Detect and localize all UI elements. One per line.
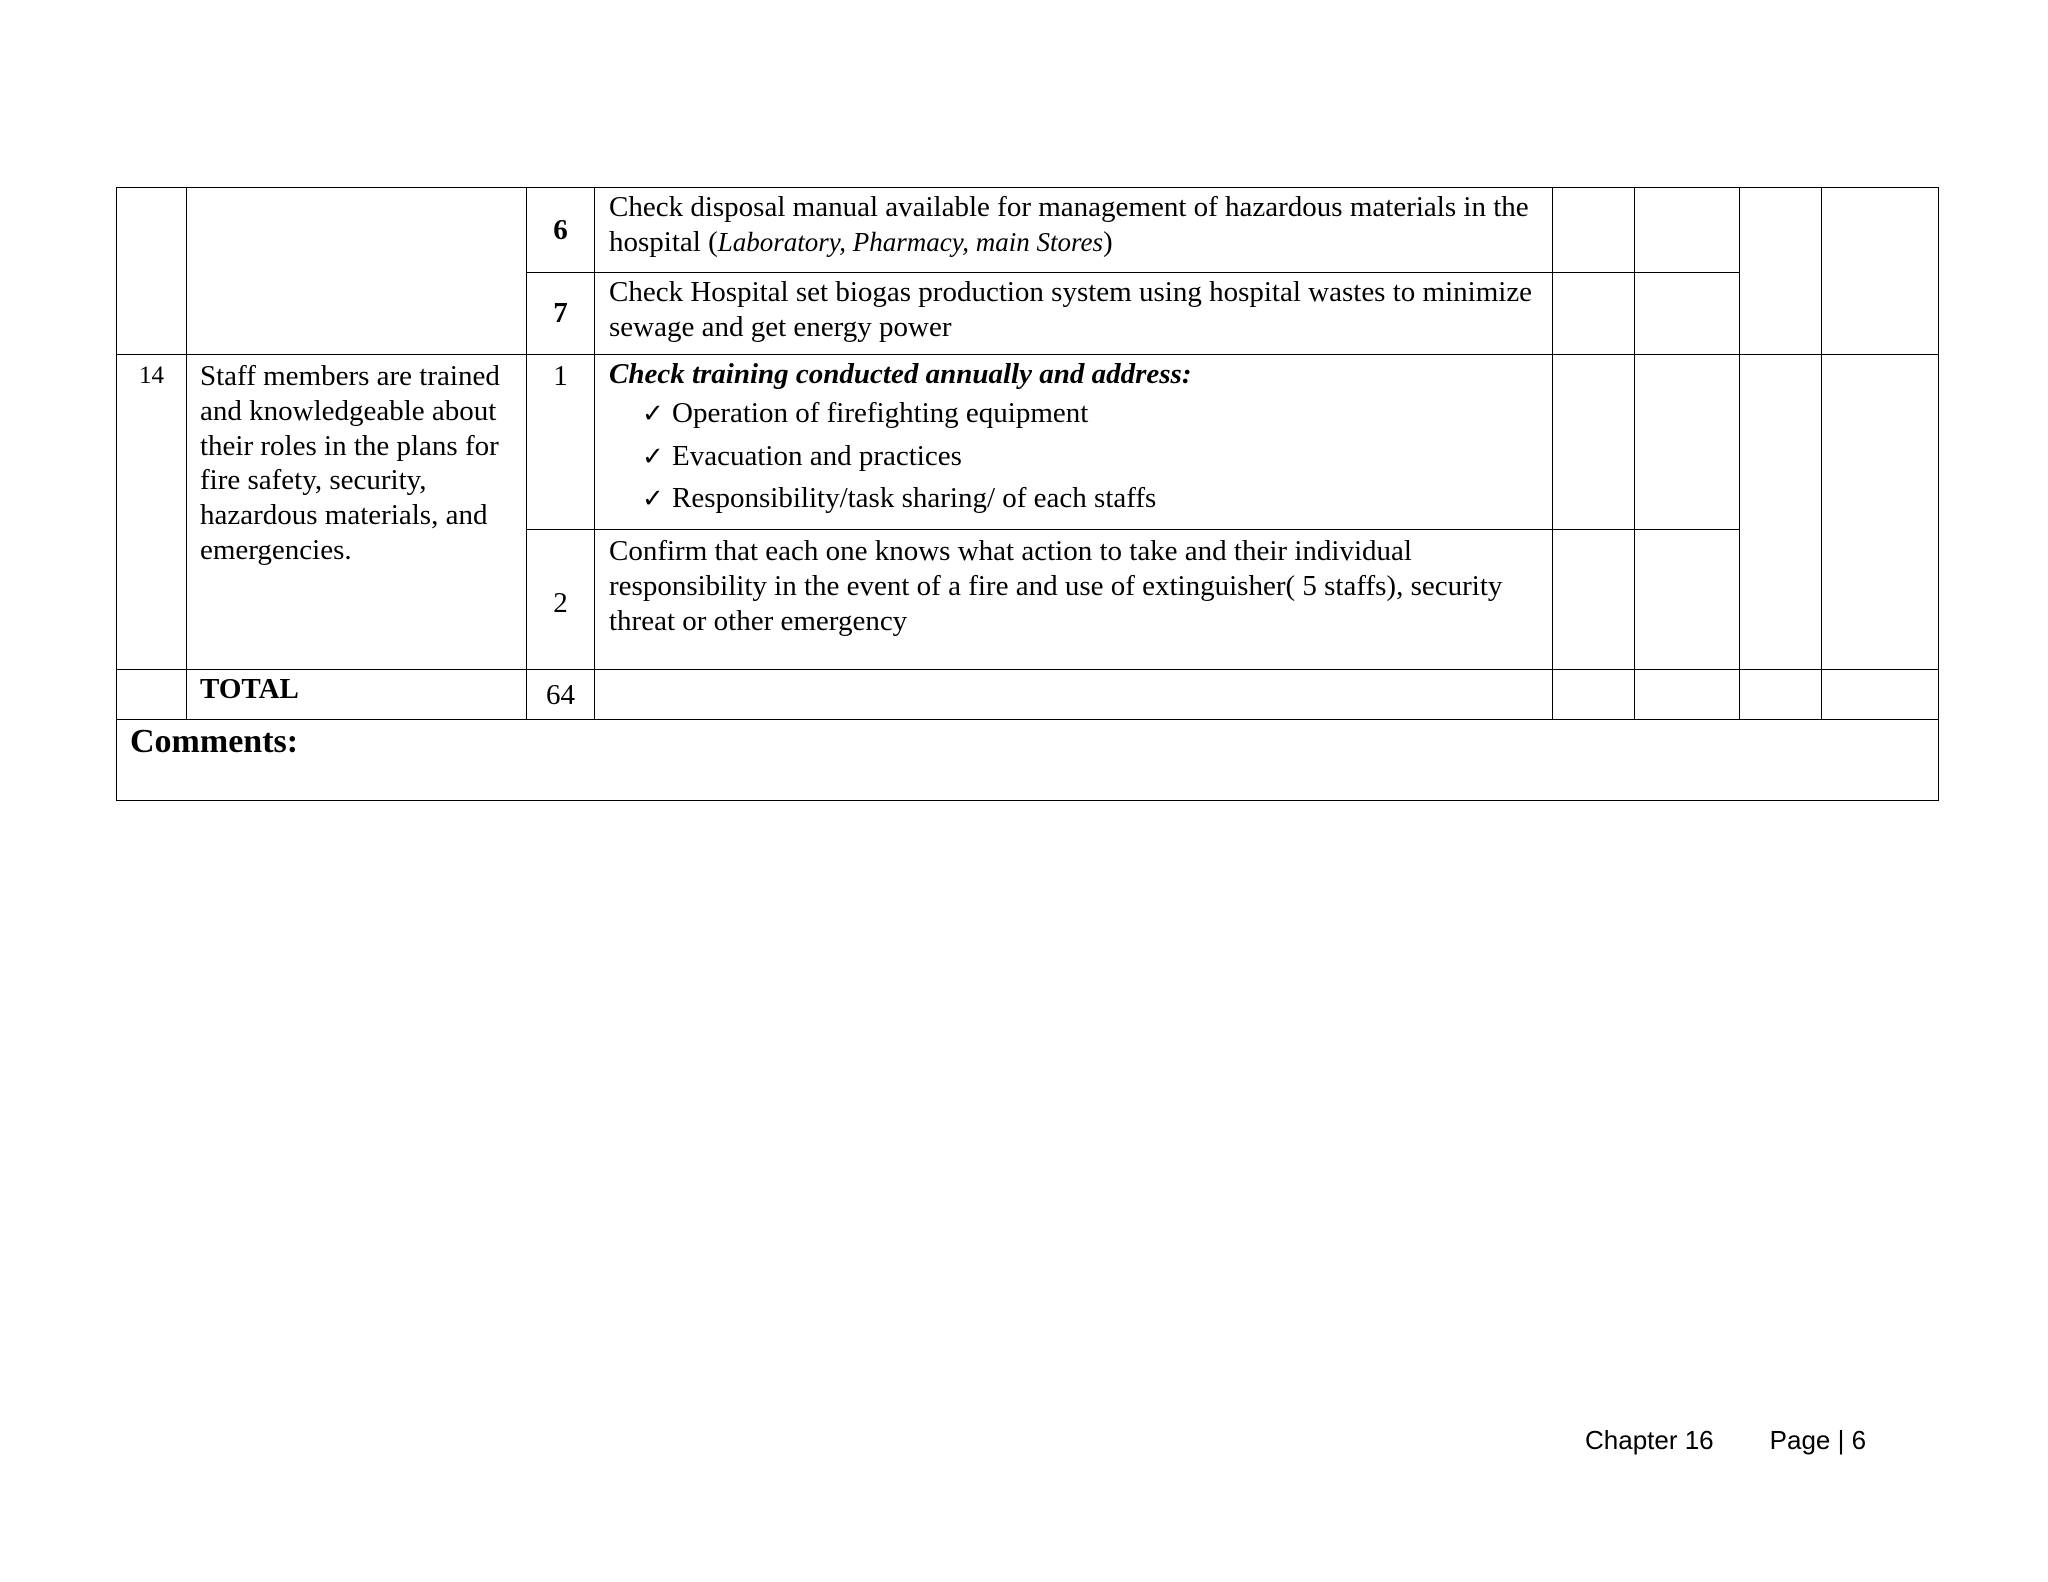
- criterion-text: Confirm that each one knows what action to take and their individual responsibility in the event of a fire and use of extinguisher( 5 staffs), security threat or other emergency: [595, 530, 1553, 670]
- total-row: [117, 670, 1939, 720]
- chapter-label: Chapter 16: [1585, 1425, 1714, 1455]
- total-label: TOTAL: [187, 670, 527, 720]
- list-item: ✓ Responsibility/task sharing/ of each staffs: [642, 482, 1157, 515]
- criterion-number: 7: [527, 273, 595, 355]
- score-cell: [1635, 530, 1740, 670]
- score-cell: [1635, 670, 1740, 720]
- score-cell: [1822, 670, 1939, 720]
- checkmark-icon: ✓: [642, 441, 664, 472]
- standard-text: Staff members are trained and knowledgeable about their roles in the plans for fire safety, security, hazardous materials, and emergencies.: [187, 355, 527, 670]
- checklist-table: [116, 187, 1939, 801]
- score-cell: [1635, 273, 1740, 355]
- criterion-text: Check Hospital set biogas production system using hospital wastes to minimize sewage and get energy power: [595, 273, 1553, 355]
- total-value: 64: [527, 670, 595, 720]
- score-cell: [1740, 670, 1822, 720]
- criterion-heading: Check training conducted annually and address:: [609, 358, 1192, 390]
- score-cell: [1553, 670, 1635, 720]
- score-cell: [1553, 188, 1635, 273]
- page-footer: [1585, 1425, 1866, 1456]
- criterion-text: Check disposal manual available for management of hazardous materials in the hospital (Laboratory, Pharmacy, main Stores): [595, 188, 1553, 273]
- check-list: [609, 396, 1538, 516]
- standard-number: 14: [117, 355, 187, 670]
- score-cell: [1553, 355, 1635, 530]
- standard-no-cell: [117, 188, 187, 355]
- checkmark-icon: ✓: [642, 398, 664, 429]
- score-cell: [1822, 355, 1939, 670]
- checklist-sheet: [116, 187, 1938, 801]
- criterion-number: 2: [527, 530, 595, 670]
- checkmark-icon: ✓: [642, 484, 664, 515]
- total-blank-cell: [117, 670, 187, 720]
- list-item: ✓ Evacuation and practices: [642, 439, 962, 472]
- criterion-text: [595, 355, 1553, 530]
- list-item: ✓ Operation of firefighting equipment: [642, 396, 1089, 429]
- score-cell: [1822, 188, 1939, 355]
- score-cell: [1740, 355, 1822, 670]
- comments-label: Comments:: [117, 720, 1939, 801]
- score-cell: [1635, 188, 1740, 273]
- criterion-number: 1: [527, 355, 595, 530]
- criterion-number: 6: [527, 188, 595, 273]
- score-cell: [1635, 355, 1740, 530]
- score-cell: [1553, 273, 1635, 355]
- score-cell: [1740, 188, 1822, 355]
- page-number: Page | 6: [1769, 1425, 1867, 1455]
- table-row: [117, 188, 1939, 273]
- total-blank-cell: [595, 670, 1553, 720]
- standard-cell: [187, 188, 527, 355]
- table-row: [117, 355, 1939, 530]
- score-cell: [1553, 530, 1635, 670]
- comments-row: [117, 720, 1939, 801]
